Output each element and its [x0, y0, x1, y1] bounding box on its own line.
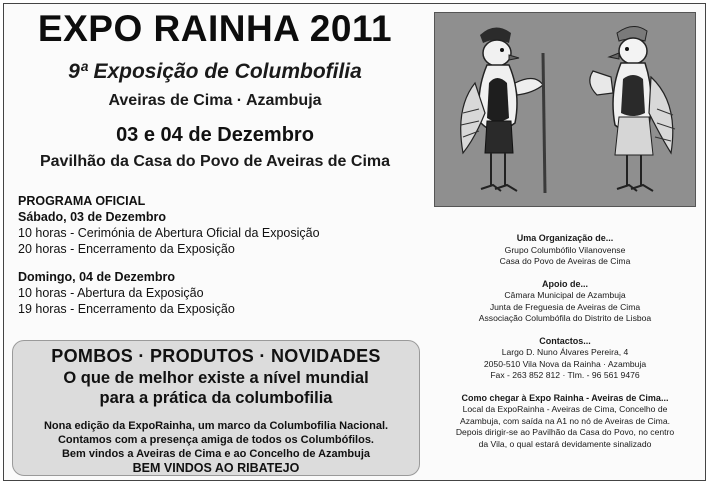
promo-paragraph-line: Bem vindos a Aveiras de Cima e ao Concelho de Azambuja	[61, 448, 371, 460]
promo-headline: POMBOS · PRODUTOS · NOVIDADES	[51, 346, 381, 366]
directions-line: Depois dirigir-se ao Pavilhão da Casa do Povo, no centro	[455, 427, 675, 437]
day1-item: 10 horas - Cerimónia de Abertura Oficial da Exposição	[18, 226, 320, 240]
info-column	[434, 233, 696, 450]
promo-line: para a prática da columbofilia	[99, 389, 333, 407]
contact-item: Fax - 263 852 812 · Tlm. - 96 561 9476	[490, 370, 640, 380]
directions-line: da Vila, o qual estará devidamente sinalizado	[478, 438, 652, 449]
pigeons-illustration	[434, 12, 696, 207]
directions-line: Local da ExpoRainha - Aveiras de Cima, Concelho de	[462, 404, 668, 414]
program-heading: PROGRAMA OFICIAL	[18, 194, 146, 208]
contact-item: 2050-510 Vila Nova da Rainha · Azambuja	[483, 358, 647, 369]
event-subtitle: 9ª Exposição de Columbofilia	[68, 60, 362, 83]
contacts-heading: Contactos...	[539, 335, 591, 346]
contact-item: Largo D. Nuno Álvares Pereira, 4	[501, 347, 629, 357]
support-item: Junta de Freguesia de Aveiras de Cima	[489, 301, 641, 312]
support-item: Associação Columbófila do Distrito de Lisboa	[478, 313, 652, 323]
organization-item: Casa do Povo de Aveiras de Cima	[499, 256, 631, 266]
promo-paragraph-line: Contamos com a presença amiga de todos os Columbófilos.	[57, 434, 374, 446]
organization-item: Grupo Columbófilo Vilanovense	[504, 244, 626, 255]
event-location: Aveiras de Cima · Azambuja	[108, 92, 322, 109]
two-costumed-pigeons-illustration	[435, 13, 696, 207]
day2-item: 19 horas - Encerramento da Exposição	[18, 302, 235, 316]
day1-item: 20 horas - Encerramento da Exposição	[18, 242, 235, 256]
directions-line: Azambuja, com saída na A1 no nó de Aveiras de Cima.	[459, 415, 671, 426]
promo-box	[12, 340, 420, 476]
support-item: Câmara Municipal de Azambuja	[504, 290, 626, 300]
page-title: EXPO RAINHA 2011	[37, 8, 393, 49]
day1-title: Sábado, 03 de Dezembro	[18, 210, 166, 224]
promo-welcome: BEM VINDOS AO RIBATEJO	[132, 461, 300, 475]
directions-heading: Como chegar à Expo Rainha - Aveiras de Cima...	[461, 392, 669, 403]
support-heading: Apoio de...	[542, 278, 588, 289]
promo-paragraph-line: Nona edição da ExpoRainha, um marco da Columbofilia Nacional.	[43, 420, 389, 432]
event-dates: 03 e 04 de Dezembro	[116, 124, 314, 146]
day2-title: Domingo, 04 de Dezembro	[18, 270, 175, 284]
organization-heading: Uma Organização de...	[516, 233, 614, 243]
day2-item: 10 horas - Abertura da Exposição	[18, 286, 204, 300]
promo-line: O que de melhor existe a nível mundial	[63, 369, 369, 387]
official-program	[18, 193, 418, 317]
event-venue: Pavilhão da Casa do Povo de Aveiras de Cima	[39, 153, 391, 170]
